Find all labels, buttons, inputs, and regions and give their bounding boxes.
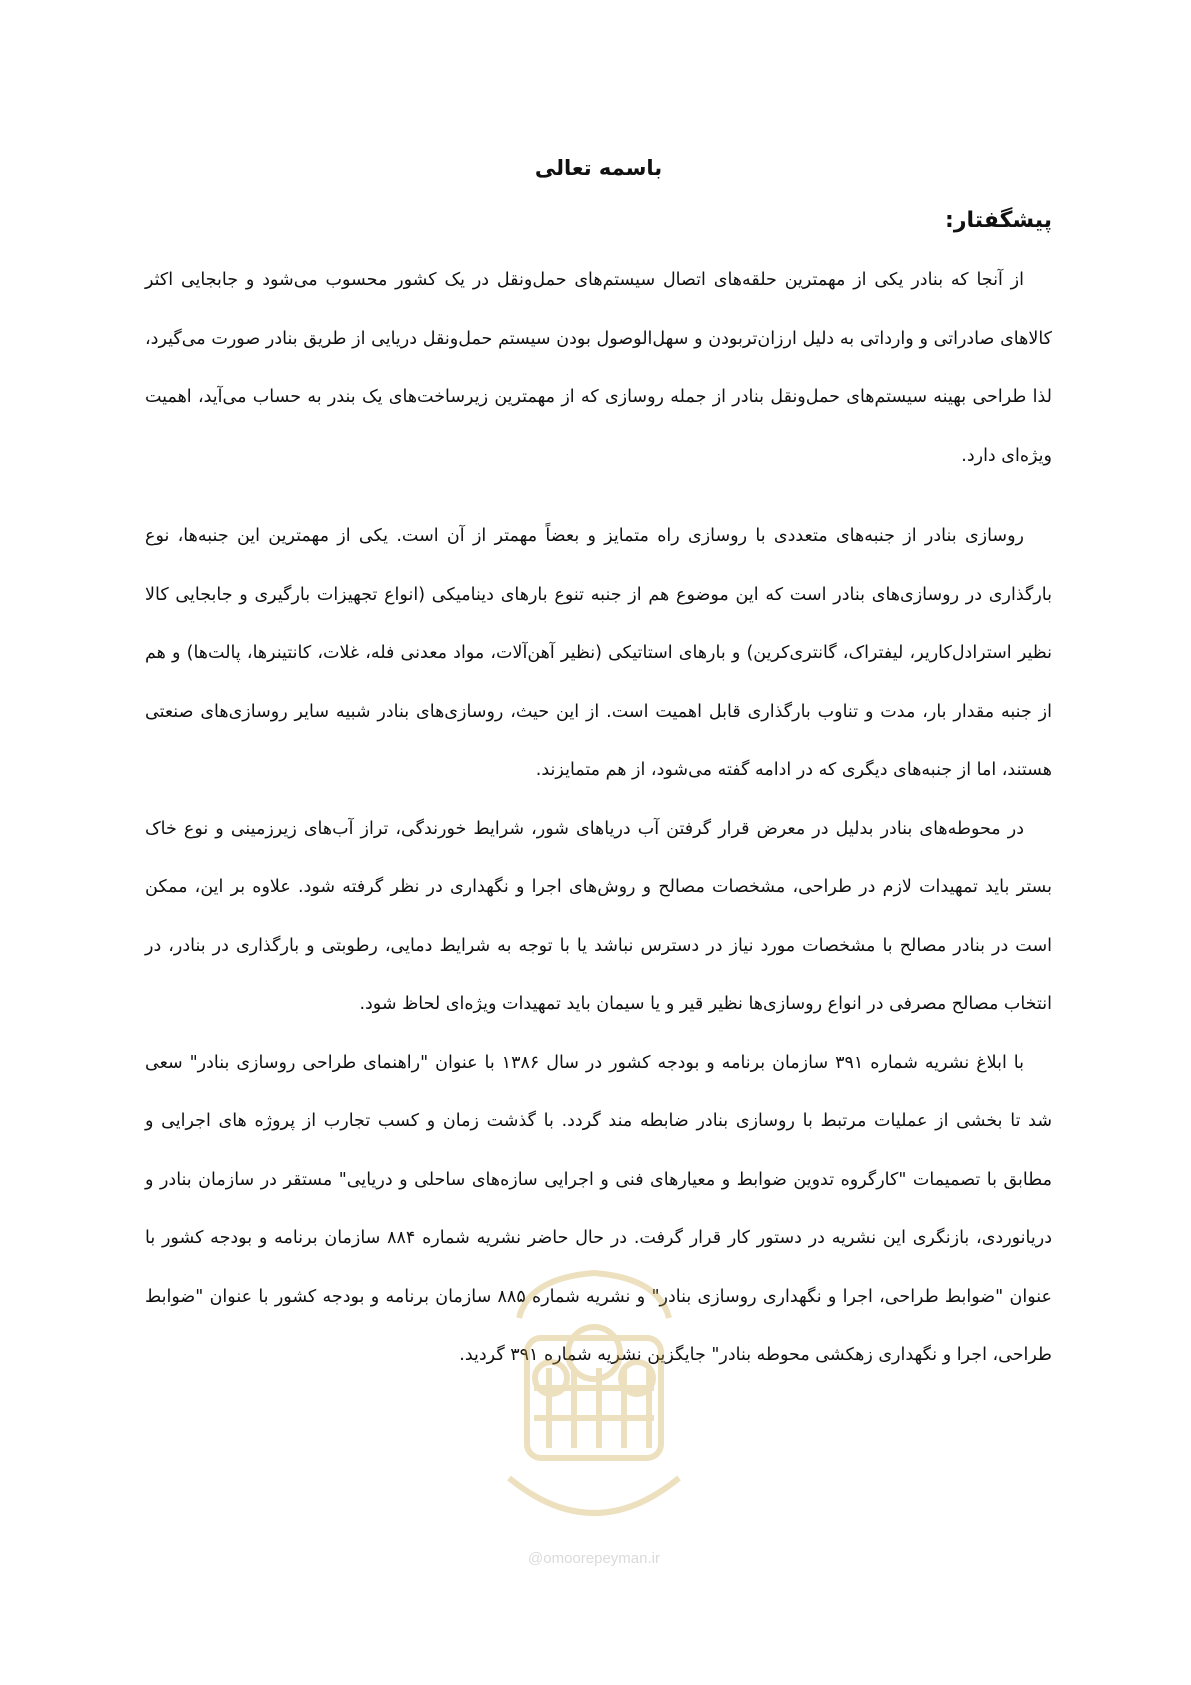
preface-paragraph-1: از آنجا که بنادر یکی از مهمترین حلقه‌های اتصال سیستم‌های حمل‌ونقل در یک کشور محسوب می‌شود و جابجایی اکثر کالاهای صادراتی و وارداتی به دلیل ارزان‌تربودن و سهل‌الوصول بودن سیستم حمل‌ونقل دریایی از طریق بنادر صورت می‌گیرد، لذا طراحی بهینه سیستم‌های حمل‌ونقل بنادر از جمله روسازی که از مهمترین زیرساخت‌های یک بندر به حساب می‌آید، اهمیت ویژه‌ای دارد. [145, 270, 1052, 466]
watermark-url: @omoorepeyman.ir [528, 1550, 660, 1567]
watermark [489, 1258, 699, 1568]
preface-paragraph-4: با ابلاغ نشریه شماره ۳۹۱ سازمان برنامه و بودجه کشور در سال ۱۳۸۶ با عنوان "راهنمای طراحی روسازی بنادر" سعی شد تا بخشی از عملیات مرتبط با روسازی بنادر ضابطه مند گردد. با گذشت زمان و کسب تجارب از پروژه های اجرایی و مطابق با تصمیمات "کارگروه تدوین ضوابط و معیارهای فنی و اجرایی سازه‌های ساحلی و دریایی" مستقر در سازمان بنادر و دریانوردی، بازنگری این نشریه در دستور کار قرار گرفت. در حال حاضر نشریه شماره ۸۸۴ سازمان برنامه و بودجه کشور با عنوان "ضوابط طراحی، اجرا و نگهداری روسازی بنادر" و نشریه شماره ۸۸۵ سازمان برنامه و بودجه کشور با عنوان "ضوابط طراحی، اجرا و نگهداری زهکشی محوطه بنادر" جایگزین نشریه شماره ۳۹۱ گردید. [145, 1052, 1052, 1365]
preface-paragraph-2: روسازی بنادر از جنبه‌های متعددی با روسازی راه متمایز و بعضاً مهمتر از آن است. یکی از مهمترین این جنبه‌ها، نوع بارگذاری در روسازی‌های بنادر است که این موضوع هم از جنبه تنوع بارهای دینامیکی (انواع تجهیزات بارگیری و جابجایی کالا نظیر استرادل‌کاریر، لیفتراک، گانتری‌کرین) و بارهای استاتیکی (نظیر آهن‌آلات، مواد معدنی فله، غلات، کانتینرها، پالت‌ها) و هم از جنبه مقدار بار، مدت و تناوب بارگذاری قابل اهمیت است. از این حیث، روسازی‌های بنادر شبیه سایر روسازی‌های صنعتی هستند، اما از جنبه‌های دیگری که در ادامه گفته می‌شود، از هم متمایزند. [145, 526, 1052, 780]
preface-paragraph-3: در محوطه‌های بنادر بدلیل در معرض قرار گرفتن آب دریاهای شور، شرایط خورندگی، تراز آب‌های زیرزمینی و نوع خاک بستر باید تمهیدات لازم در طراحی، مشخصات مصالح و روش‌های اجرا و نگهداری در نظر گرفته شود. علاوه بر این، ممکن است در بنادر مصالح با مشخصات مورد نیاز در دسترس نباشد یا با توجه به شرایط دمایی، رطوبتی و بارگذاری در بنادر، در انتخاب مصالح مصرفی در انواع روسازی‌ها نظیر قیر و یا سیمان باید تمهیدات ویژه‌ای لحاظ شود. [145, 818, 1052, 1014]
basmala-title: باسمه تعالی [534, 156, 663, 180]
preface-heading: پیشگفتار: [945, 208, 1052, 233]
watermark-seal-icon [489, 1258, 699, 1543]
document-body [145, 150, 1052, 1385]
